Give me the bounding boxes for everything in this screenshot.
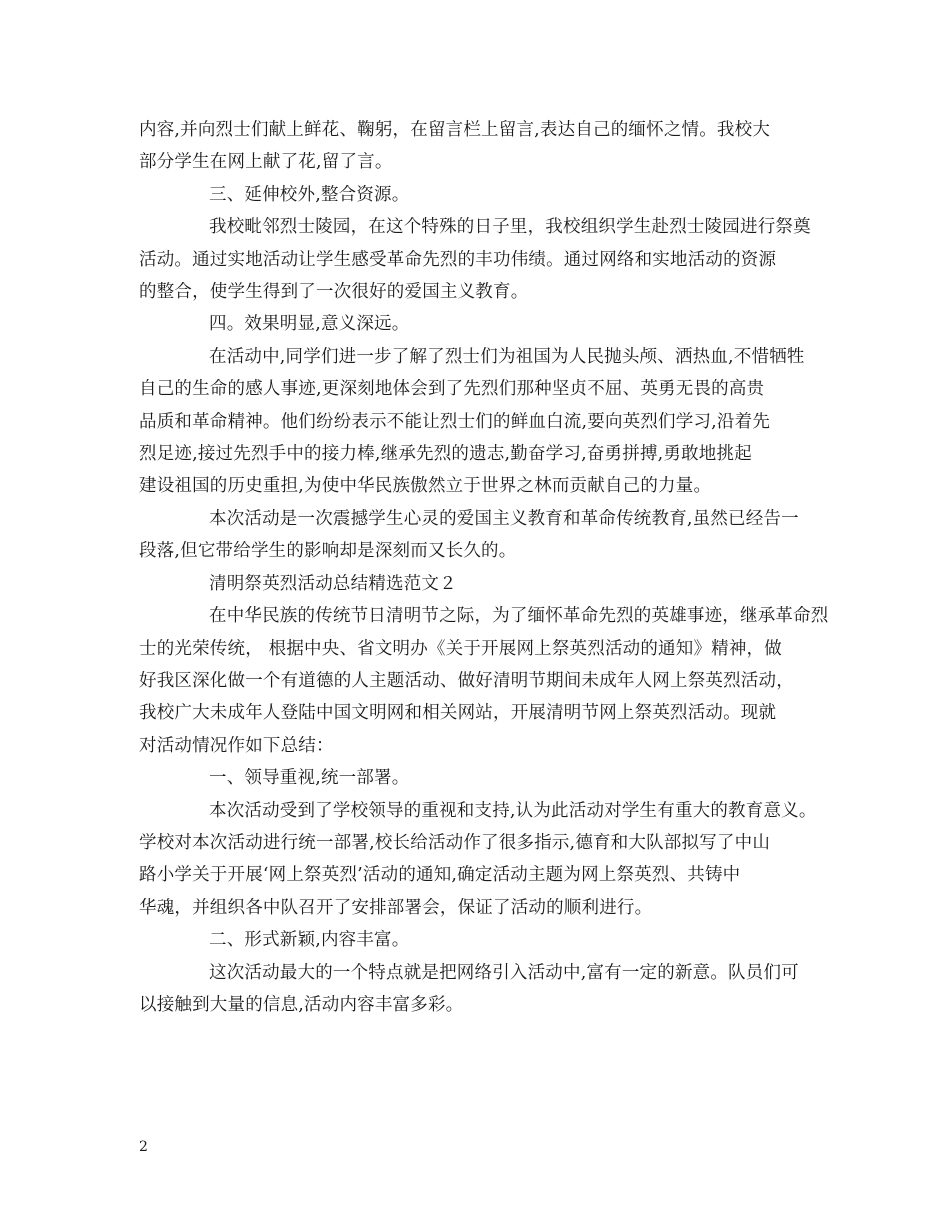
text-line: 学校对本次活动进行统一部署,校长给活动作了很多指示,德育和大队部拟写了中山: [139, 832, 771, 853]
text-line: 好我区深化做一个有道德的人主题活动、做好清明节期间未成年人网上祭英烈活动，: [139, 670, 794, 691]
text-line: 清明祭英烈活动总结精选范文２: [209, 573, 457, 594]
text-line: 本次活动是一次震撼学生心灵的爱国主义教育和革命传统教育,虽然已经告一: [209, 508, 799, 529]
text-line: 士的光荣传统， 根据中央、省文明办《关于开展网上祭英烈活动的通知》精神，做: [139, 638, 782, 659]
page-number: 2: [139, 1139, 148, 1155]
text-line: 在活动中,同学们进一步了解了烈士们为祖国为人民抛头颅、洒热血,不惜牺牲: [209, 346, 805, 367]
text-line: 以接触到大量的信息,活动内容丰富多彩。: [139, 994, 464, 1015]
text-line: 我校广大未成年人登陆中国文明网和相关网站，开展清明节网上祭英烈活动。现就: [139, 703, 777, 724]
text-line: 我校毗邻烈士陵园，在这个特殊的日子里，我校组织学生赴烈士陵园进行祭奠: [209, 217, 811, 238]
text-line: 路小学关于开展‘网上祭英烈’活动的通知,确定活动主题为网上祭英烈、共铸中: [139, 865, 741, 886]
text-line: 内容,并向烈士们献上鲜花、鞠躬，在留言栏上留言,表达自己的缅怀之情。我校大: [139, 120, 771, 140]
text-line: 部分学生在网上献了花,留了言。: [139, 152, 393, 173]
text-line: 自己的生命的感人事迹,更深刻地体会到了先烈们那种坚贞不屈、英勇无畏的高贵: [139, 379, 765, 400]
text-line: 建设祖国的历史重担,为使中华民族傲然立于世界之林而贡献自己的力量。: [139, 476, 712, 497]
text-line: 华魂，并组织各中队召开了安排部署会，保证了活动的顺利进行。: [139, 897, 653, 918]
text-line: 这次活动最大的一个特点就是把网络引入活动中,富有一定的新意。队员们可: [209, 962, 799, 983]
text-line: 在中华民族的传统节日清明节之际，为了缅怀革命先烈的英雄事迹，继承革命烈: [209, 606, 829, 627]
text-line: 三、延伸校外,整合资源。: [209, 184, 410, 205]
text-line: 本次活动受到了学校领导的重视和支持,认为此活动对学生有重大的教育意义。: [209, 800, 817, 821]
document-body: [139, 114, 829, 1021]
text-line: 烈足迹,接过先烈手中的接力棒,继承先烈的遗志,勤奋学习,奋勇拼搏,勇敢地挑起: [139, 444, 752, 465]
text-line: 段落,但它带给学生的影响却是深刻而又长久的。: [139, 541, 517, 562]
text-line: 活动。通过实地活动让学生感受革命先烈的丰功伟绩。通过网络和实地活动的资源: [139, 249, 777, 270]
text-line: 品质和革命精神。他们纷纷表示不能让烈士们的鲜血白流,要向英烈们学习,沿着先: [139, 411, 771, 432]
text-line: 对活动情况作如下总结：: [139, 735, 334, 756]
text-line: 四。效果明显,意义深远。: [209, 314, 410, 335]
text-line: 二、形式新颖,内容丰富。: [209, 930, 410, 951]
text-line: 的整合，使学生得到了一次很好的爱国主义教育。: [139, 282, 529, 303]
text-line: 一、领导重视,统一部署。: [209, 768, 410, 789]
